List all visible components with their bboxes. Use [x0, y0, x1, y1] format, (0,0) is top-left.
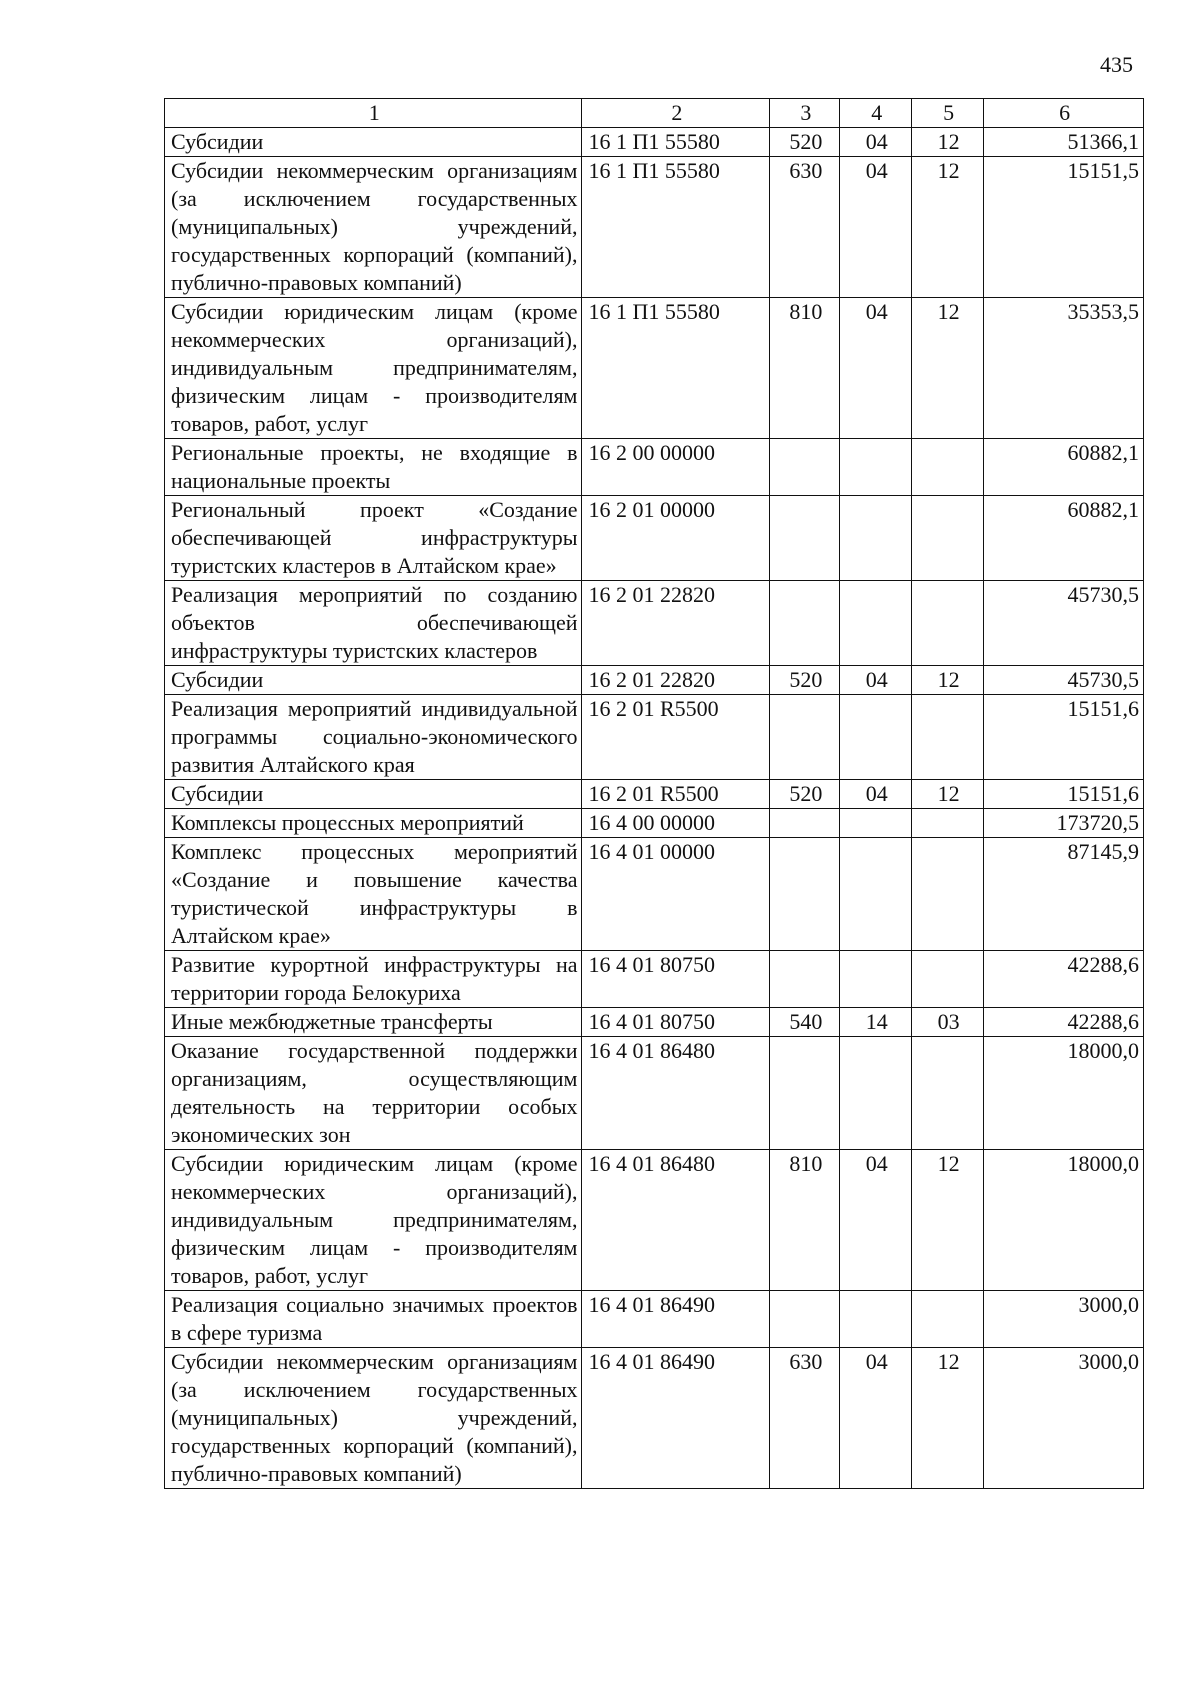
table-row [165, 838, 1144, 951]
header-col-4: 4 [840, 99, 912, 128]
row-name: Комплекс процессных мероприятий «Создание и повышение качества туристической инфраструктуры в Алтайском крае» [165, 838, 582, 951]
row-amount: 60882,1 [984, 439, 1144, 496]
row-subsection [912, 1037, 984, 1150]
row-expense-type [770, 838, 840, 951]
row-subsection: 12 [912, 1150, 984, 1291]
row-name: Субсидии юридическим лицам (кроме некоммерческих организаций), индивидуальным предпринимателям, физическим лицам - производителям товаров, работ, услуг [165, 1150, 582, 1291]
table-row [165, 1008, 1144, 1037]
row-name: Субсидии [165, 666, 582, 695]
row-section [840, 439, 912, 496]
row-amount: 45730,5 [984, 581, 1144, 666]
row-code: 16 2 01 R5500 [582, 695, 770, 780]
table-row [165, 581, 1144, 666]
row-code: 16 2 01 00000 [582, 496, 770, 581]
row-section: 04 [840, 1150, 912, 1291]
row-expense-type: 540 [770, 1008, 840, 1037]
row-expense-type [770, 439, 840, 496]
row-expense-type [770, 1037, 840, 1150]
table-row [165, 951, 1144, 1008]
page-number: 435 [1100, 52, 1133, 77]
row-expense-type [770, 496, 840, 581]
row-expense-type: 810 [770, 1150, 840, 1291]
row-code: 16 2 01 22820 [582, 666, 770, 695]
row-section [840, 1291, 912, 1348]
row-expense-type [770, 1291, 840, 1348]
header-col-1: 1 [165, 99, 582, 128]
row-section: 04 [840, 128, 912, 157]
table-row [165, 439, 1144, 496]
row-section [840, 838, 912, 951]
row-amount: 15151,5 [984, 157, 1144, 298]
row-subsection: 03 [912, 1008, 984, 1037]
row-code: 16 4 01 86490 [582, 1348, 770, 1489]
row-subsection [912, 439, 984, 496]
row-name: Субсидии некоммерческим организациям (за исключением государственных (муниципальных) учреждений, государственных корпораций (компаний), публично-правовых компаний) [165, 157, 582, 298]
table-body [165, 128, 1144, 1489]
row-expense-type [770, 581, 840, 666]
header-col-6: 6 [984, 99, 1144, 128]
header-col-2: 2 [582, 99, 770, 128]
row-amount: 18000,0 [984, 1037, 1144, 1150]
row-code: 16 4 01 80750 [582, 1008, 770, 1037]
table-row [165, 1037, 1144, 1150]
table-row [165, 780, 1144, 809]
row-expense-type: 520 [770, 128, 840, 157]
row-code: 16 2 01 22820 [582, 581, 770, 666]
row-name: Реализация мероприятий по созданию объектов обеспечивающей инфраструктуры туристских кластеров [165, 581, 582, 666]
table-row [165, 128, 1144, 157]
row-subsection [912, 809, 984, 838]
table-row [165, 298, 1144, 439]
row-section [840, 496, 912, 581]
row-subsection [912, 695, 984, 780]
row-section [840, 581, 912, 666]
table-row [165, 1348, 1144, 1489]
row-name: Региональный проект «Создание обеспечивающей инфраструктуры туристских кластеров в Алтайском крае» [165, 496, 582, 581]
row-amount: 45730,5 [984, 666, 1144, 695]
row-amount: 42288,6 [984, 1008, 1144, 1037]
header-col-3: 3 [770, 99, 840, 128]
row-expense-type [770, 695, 840, 780]
row-amount: 35353,5 [984, 298, 1144, 439]
row-code: 16 2 00 00000 [582, 439, 770, 496]
row-code: 16 2 01 R5500 [582, 780, 770, 809]
row-section [840, 1037, 912, 1150]
table-row [165, 1150, 1144, 1291]
row-amount: 87145,9 [984, 838, 1144, 951]
row-amount: 173720,5 [984, 809, 1144, 838]
row-name: Субсидии [165, 128, 582, 157]
row-name: Региональные проекты, не входящие в национальные проекты [165, 439, 582, 496]
row-subsection [912, 581, 984, 666]
header-row [165, 99, 1144, 128]
row-section: 04 [840, 1348, 912, 1489]
row-name: Оказание государственной поддержки организациям, осуществляющим деятельность на территории особых экономических зон [165, 1037, 582, 1150]
row-code: 16 1 П1 55580 [582, 157, 770, 298]
row-amount: 18000,0 [984, 1150, 1144, 1291]
row-section: 14 [840, 1008, 912, 1037]
row-name: Реализация мероприятий индивидуальной программы социально-экономического развития Алтайского края [165, 695, 582, 780]
row-name: Субсидии некоммерческим организациям (за исключением государственных (муниципальных) учреждений, государственных корпораций (компаний), публично-правовых компаний) [165, 1348, 582, 1489]
row-expense-type: 810 [770, 298, 840, 439]
row-subsection: 12 [912, 298, 984, 439]
row-amount: 42288,6 [984, 951, 1144, 1008]
row-section: 04 [840, 780, 912, 809]
row-section: 04 [840, 666, 912, 695]
row-code: 16 4 01 86490 [582, 1291, 770, 1348]
row-code: 16 1 П1 55580 [582, 298, 770, 439]
row-name: Развитие курортной инфраструктуры на территории города Белокуриха [165, 951, 582, 1008]
row-code: 16 4 00 00000 [582, 809, 770, 838]
table-row [165, 157, 1144, 298]
budget-table [164, 98, 1144, 1489]
row-name: Комплексы процессных мероприятий [165, 809, 582, 838]
row-subsection: 12 [912, 157, 984, 298]
row-code: 16 1 П1 55580 [582, 128, 770, 157]
row-subsection: 12 [912, 780, 984, 809]
row-subsection: 12 [912, 666, 984, 695]
row-amount: 15151,6 [984, 695, 1144, 780]
row-name: Иные межбюджетные трансферты [165, 1008, 582, 1037]
table-row [165, 1291, 1144, 1348]
row-expense-type [770, 809, 840, 838]
row-expense-type: 520 [770, 780, 840, 809]
row-code: 16 4 01 86480 [582, 1037, 770, 1150]
row-amount: 51366,1 [984, 128, 1144, 157]
row-name: Субсидии юридическим лицам (кроме некоммерческих организаций), индивидуальным предпринимателям, физическим лицам - производителям товаров, работ, услуг [165, 298, 582, 439]
row-expense-type: 520 [770, 666, 840, 695]
row-amount: 3000,0 [984, 1348, 1144, 1489]
row-section [840, 809, 912, 838]
row-section: 04 [840, 298, 912, 439]
row-subsection: 12 [912, 128, 984, 157]
row-subsection [912, 951, 984, 1008]
row-subsection: 12 [912, 1348, 984, 1489]
row-code: 16 4 01 86480 [582, 1150, 770, 1291]
row-amount: 3000,0 [984, 1291, 1144, 1348]
row-expense-type [770, 951, 840, 1008]
row-name: Субсидии [165, 780, 582, 809]
row-section: 04 [840, 157, 912, 298]
table-row [165, 496, 1144, 581]
row-code: 16 4 01 00000 [582, 838, 770, 951]
row-expense-type: 630 [770, 1348, 840, 1489]
row-section [840, 695, 912, 780]
row-subsection [912, 496, 984, 581]
row-subsection [912, 838, 984, 951]
row-amount: 15151,6 [984, 780, 1144, 809]
row-code: 16 4 01 80750 [582, 951, 770, 1008]
row-subsection [912, 1291, 984, 1348]
row-name: Реализация социально значимых проектов в сфере туризма [165, 1291, 582, 1348]
table-row [165, 666, 1144, 695]
table-row [165, 809, 1144, 838]
header-col-5: 5 [912, 99, 984, 128]
row-amount: 60882,1 [984, 496, 1144, 581]
row-section [840, 951, 912, 1008]
row-expense-type: 630 [770, 157, 840, 298]
table-row [165, 695, 1144, 780]
